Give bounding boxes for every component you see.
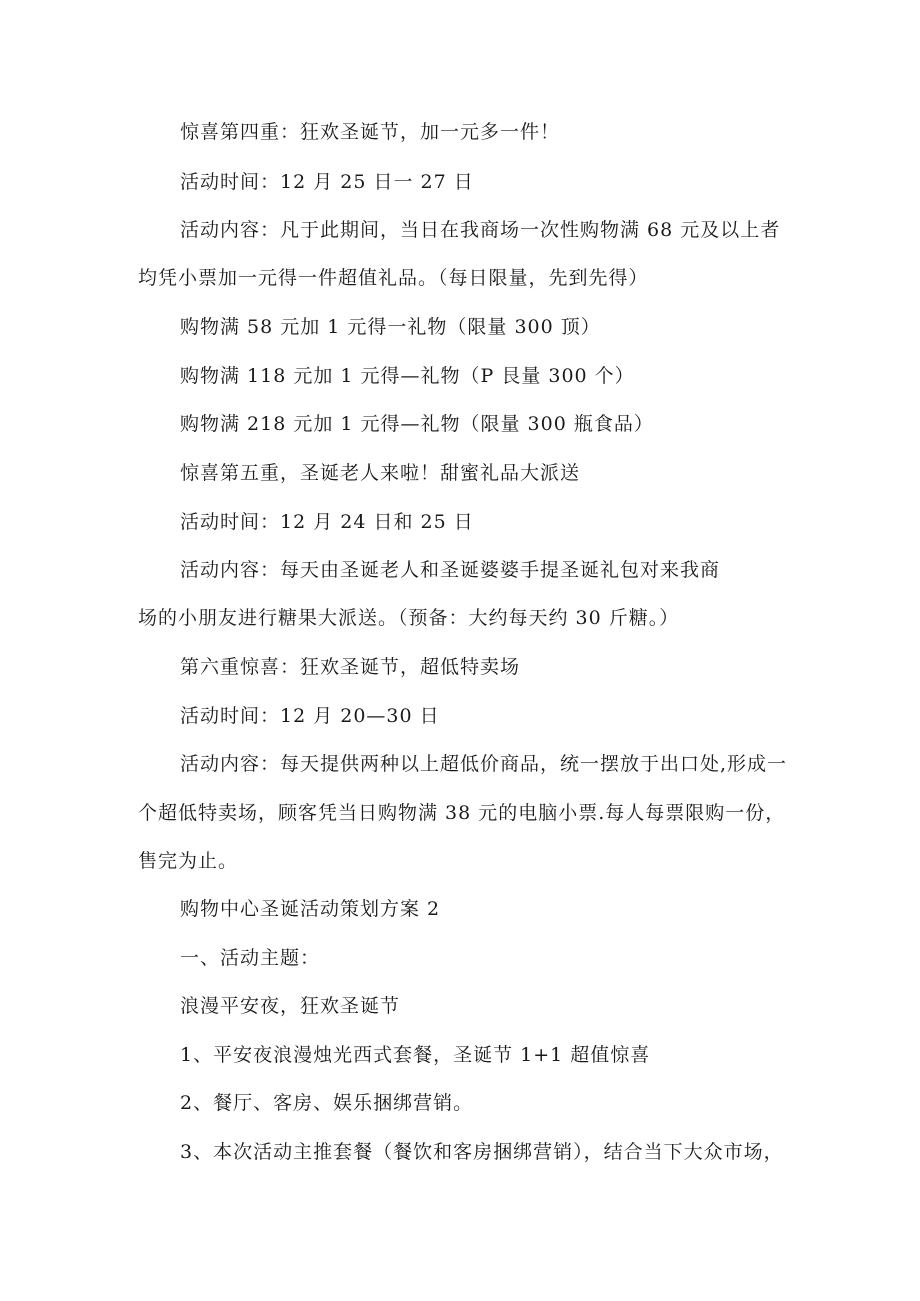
paragraph-line: 活动内容：每天由圣诞老人和圣诞婆婆手提圣诞礼包对来我商 (180, 559, 721, 581)
paragraph-line: 活动时间：12 月 25 日一 27 日 (180, 171, 474, 193)
paragraph-line: 一、活动主题： (180, 947, 321, 969)
paragraph-line: 购物满 118 元加 1 元得—礼物（P 艮量 300 个） (180, 365, 635, 387)
paragraph-line: 浪漫平安夜，狂欢圣诞节 (180, 995, 401, 1017)
paragraph-line: 活动内容：凡于此期间，当日在我商场一次性购物满 68 元及以上者 (180, 219, 781, 241)
paragraph-line: 第六重惊喜：狂欢圣诞节，超低特卖场 (180, 656, 521, 678)
paragraph-line: 1、平安夜浪漫烛光西式套餐，圣诞节 1+1 超值惊喜 (180, 1044, 651, 1066)
paragraph-line: 活动时间：12 月 20—30 日 (180, 705, 440, 727)
paragraph-line: 购物满 58 元加 1 元得一礼物（限量 300 顶） (180, 316, 601, 338)
paragraph-line: 购物满 218 元加 1 元得—礼物（限量 300 瓶食品） (180, 413, 654, 435)
paragraph-line: 活动内容：每天提供两种以上超低价商品，统一摆放于出口处,形成一 (180, 753, 788, 775)
paragraph-line: 惊喜第五重，圣诞老人来啦！甜蜜礼品大派送 (180, 462, 581, 484)
paragraph-line: 活动时间：12 月 24 日和 25 日 (180, 511, 474, 533)
paragraph-line: 个超低特卖场，顾客凭当日购物满 38 元的电脑小票.每人每票限购一份， (138, 802, 786, 824)
paragraph-line: 场的小朋友进行糖果大派送。（预备：大约每天约 30 斤糖。） (138, 607, 680, 629)
paragraph-line: 3、本次活动主推套餐（餐饮和客房捆绑营销），结合当下大众市场， (180, 1141, 784, 1163)
paragraph-line: 2、餐厅、客房、娱乐捆绑营销。 (180, 1092, 474, 1114)
paragraph-line: 惊喜第四重：狂欢圣诞节，加一元多一件！ (180, 121, 561, 143)
paragraph-line: 均凭小票加一元得一件超值礼品。（每日限量，先到先得） (138, 267, 649, 289)
paragraph-line: 售完为止。 (138, 850, 239, 872)
section-heading: 购物中心圣诞活动策划方案 2 (180, 898, 441, 920)
